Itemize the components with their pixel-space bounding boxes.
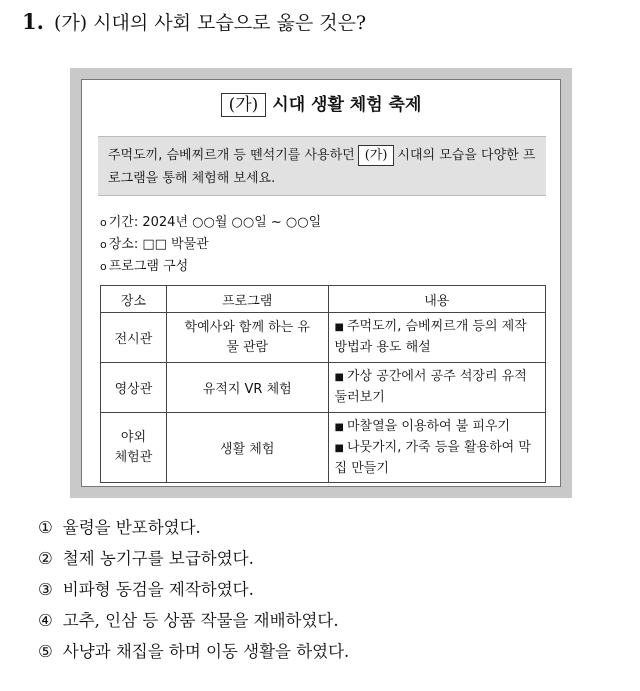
option-text: 고추, 인삼 등 상품 작물을 재배하였다. [62,611,339,630]
table-header-row [101,286,546,313]
table-row [101,363,546,413]
option-text: 비파형 동검을 제작하였다. [62,580,254,599]
option-number: ③ [38,580,53,599]
poster-title [82,90,560,117]
intro-blank-box: (가) [358,145,395,166]
festival-poster [70,68,572,498]
info-marker: o [100,216,107,229]
cell-place: 야외 체험관 [101,413,167,483]
option-number: ① [38,518,53,537]
bullet: ■ [334,442,344,454]
poster-intro [98,136,546,196]
question-number: 1. [22,9,44,34]
cell-contents [328,313,545,363]
title-text: 시대 생활 체험 축제 [272,95,422,115]
bullet: ■ [334,322,344,333]
option-text: 철제 농기구를 보급하였다. [62,549,254,568]
info-period [100,212,321,234]
poster-body [81,79,561,487]
content-item: 주먹도끼, 슴베찌르개 등의 제작 방법과 용도 해설 [334,319,527,355]
poster-info [100,212,321,278]
content-item: 나뭇가지, 가죽 등을 활용하여 막집 만들기 [334,439,531,476]
info-text: 기간: 2024년 ○○월 ○○일 ~ ○○일 [108,215,322,230]
option-number: ⑤ [38,642,53,661]
info-marker: o [100,238,107,251]
option-3[interactable] [38,574,349,605]
content-item: 마찰열을 이용하여 불 피우기 [347,418,511,434]
info-location [100,234,321,256]
option-1[interactable] [38,512,349,543]
option-number: ② [38,549,53,568]
cell-program: 생활 체험 [166,413,328,483]
table-row [101,313,546,363]
option-number: ④ [38,611,53,630]
cell-contents [328,413,545,483]
option-5[interactable] [38,636,349,667]
cell-program: 유적지 VR 체험 [166,363,328,413]
table-row [101,413,546,483]
content-item: 가상 공간에서 공주 석장리 유적 둘러보기 [334,369,527,405]
option-text: 사냥과 채집을 하며 이동 생활을 하였다. [62,642,350,661]
info-marker: o [100,260,107,273]
content-line [335,417,539,438]
intro-after: 시대의 모습을 다양한 프로그램을 통해 체험해 보세요. [108,148,536,186]
header-place: 장소 [101,286,167,313]
info-text: 장소: □□ 박물관 [108,237,209,252]
content-line [335,438,539,479]
question-text: (가) 시대의 사회 모습으로 옳은 것은? [53,12,367,34]
intro-before: 주먹도끼, 슴베찌르개 등 뗀석기를 사용하던 [108,148,355,163]
title-blank-box: (가) [221,93,267,117]
option-4[interactable] [38,605,349,636]
header-program: 프로그램 [166,286,328,313]
cell-place: 전시관 [101,313,167,363]
info-program [100,256,321,278]
question-stem [22,8,366,35]
header-contents: 내용 [328,286,545,313]
answer-options [38,512,349,667]
cell-contents [328,363,545,413]
option-text: 율령을 반포하였다. [62,518,201,537]
info-text: 프로그램 구성 [108,259,189,274]
program-table [100,285,546,483]
cell-program: 학예사와 함께 하는 유물 관람 [166,313,328,363]
bullet: ■ [334,421,344,433]
option-2[interactable] [38,543,349,574]
bullet: ■ [334,372,344,383]
cell-place: 영상관 [101,363,167,413]
